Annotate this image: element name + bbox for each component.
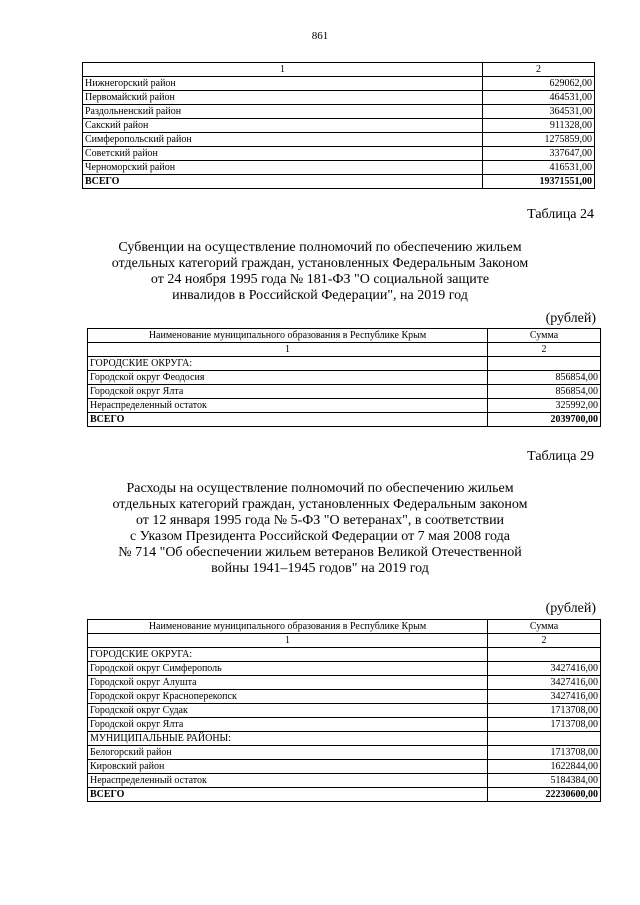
table-row	[88, 774, 601, 788]
total-amount: 22230600,00	[488, 788, 601, 802]
table-row	[83, 133, 595, 147]
row-name: Нижнегорский район	[83, 77, 483, 91]
caption-line: № 714 "Об обеспечении жильем ветеранов Великой Отечественной	[118, 545, 522, 560]
total-amount: 19371551,00	[483, 175, 595, 189]
caption-line: с Указом Президента Российской Федерации от 7 мая 2008 года	[130, 529, 510, 544]
column-header-name: Наименование муниципального образования в Республике Крым	[88, 329, 488, 343]
row-name: Белогорский район	[88, 746, 488, 760]
section-label: ГОРОДСКИЕ ОКРУГА:	[88, 357, 488, 371]
table-24-unit: (рублей)	[545, 311, 596, 326]
table-header-row	[88, 620, 601, 634]
table-24	[87, 328, 601, 427]
empty-cell	[488, 732, 601, 746]
table-header-row	[88, 329, 601, 343]
table-row	[83, 105, 595, 119]
table-row	[88, 676, 601, 690]
row-amount: 856854,00	[488, 371, 601, 385]
row-name: Кировский район	[88, 760, 488, 774]
row-amount: 1713708,00	[488, 718, 601, 732]
row-amount: 911328,00	[483, 119, 595, 133]
row-amount: 416531,00	[483, 161, 595, 175]
empty-cell	[488, 648, 601, 662]
row-name: Нераспределенный остаток	[88, 399, 488, 413]
row-amount: 325992,00	[488, 399, 601, 413]
column-number-1: 1	[83, 63, 483, 77]
column-number-2: 2	[488, 343, 601, 357]
table-row	[83, 77, 595, 91]
section-label: ГОРОДСКИЕ ОКРУГА:	[88, 648, 488, 662]
row-name: Городской округ Ялта	[88, 385, 488, 399]
row-amount: 3427416,00	[488, 662, 601, 676]
row-name: Городской округ Феодосия	[88, 371, 488, 385]
table-number-row	[88, 343, 601, 357]
column-header-name: Наименование муниципального образования в Республике Крым	[88, 620, 488, 634]
table-row	[88, 385, 601, 399]
caption-line: войны 1941–1945 годов" на 2019 год	[211, 561, 429, 576]
column-number-2: 2	[488, 634, 601, 648]
row-amount: 364531,00	[483, 105, 595, 119]
column-number-1: 1	[88, 343, 488, 357]
table-29-label: Таблица 29	[527, 449, 594, 464]
table-row	[88, 718, 601, 732]
table-header-row	[83, 63, 595, 77]
row-name: Сакский район	[83, 119, 483, 133]
page-number: 861	[311, 30, 329, 42]
caption-line: инвалидов в Российской Федерации", на 2019 год	[172, 288, 468, 303]
section-label: МУНИЦИПАЛЬНЫЕ РАЙОНЫ:	[88, 732, 488, 746]
total-row	[83, 175, 595, 189]
row-amount: 1713708,00	[488, 704, 601, 718]
row-amount: 1713708,00	[488, 746, 601, 760]
row-amount: 1622844,00	[488, 760, 601, 774]
table-24-caption	[60, 240, 580, 304]
column-header-amount: Сумма	[488, 329, 601, 343]
table-row	[83, 119, 595, 133]
table-row	[88, 662, 601, 676]
row-name: Советский район	[83, 147, 483, 161]
row-name: Городской округ Алушта	[88, 676, 488, 690]
row-amount: 3427416,00	[488, 676, 601, 690]
caption-line: от 24 ноября 1995 года № 181-ФЗ "О социальной защите	[150, 272, 490, 287]
row-name: Городской округ Красноперекопск	[88, 690, 488, 704]
table-row	[88, 704, 601, 718]
table-row	[83, 161, 595, 175]
total-label: ВСЕГО	[88, 413, 488, 427]
row-amount: 5184384,00	[488, 774, 601, 788]
caption-line: Субвенции на осуществление полномочий по обеспечению жильем	[118, 240, 522, 255]
table-number-row	[88, 634, 601, 648]
total-amount: 2039700,00	[488, 413, 601, 427]
section-row	[88, 732, 601, 746]
row-name: Городской округ Симферополь	[88, 662, 488, 676]
row-amount: 629062,00	[483, 77, 595, 91]
table-29-caption	[60, 481, 580, 577]
caption-line: Расходы на осуществление полномочий по обеспечению жильем	[126, 481, 514, 496]
table-row	[88, 399, 601, 413]
column-number-1: 1	[88, 634, 488, 648]
row-amount: 856854,00	[488, 385, 601, 399]
row-name: Симферопольский район	[83, 133, 483, 147]
table-24-label: Таблица 24	[527, 207, 594, 222]
caption-line: отдельных категорий граждан, установленных Федеральным Законом	[111, 256, 529, 271]
row-name: Городской округ Ялта	[88, 718, 488, 732]
row-amount: 464531,00	[483, 91, 595, 105]
row-amount: 1275859,00	[483, 133, 595, 147]
total-row	[88, 788, 601, 802]
row-name: Нераспределенный остаток	[88, 774, 488, 788]
table-row	[88, 690, 601, 704]
row-name: Раздольненский район	[83, 105, 483, 119]
caption-line: отдельных категорий граждан, установленных Федеральным законом	[112, 497, 528, 512]
table-29-unit: (рублей)	[545, 601, 596, 616]
table-row	[83, 147, 595, 161]
row-name: Черноморский район	[83, 161, 483, 175]
section-row	[88, 648, 601, 662]
total-row	[88, 413, 601, 427]
column-number-2: 2	[483, 63, 595, 77]
total-label: ВСЕГО	[88, 788, 488, 802]
total-label: ВСЕГО	[83, 175, 483, 189]
table-row	[88, 746, 601, 760]
table-row	[88, 371, 601, 385]
caption-line: от 12 января 1995 года № 5-ФЗ "О ветеранах", в соответствии	[135, 513, 505, 528]
row-name: Городской округ Судак	[88, 704, 488, 718]
table-continuation	[82, 62, 595, 189]
table-29	[87, 619, 601, 802]
table-row	[88, 760, 601, 774]
empty-cell	[488, 357, 601, 371]
section-row	[88, 357, 601, 371]
row-amount: 337647,00	[483, 147, 595, 161]
row-name: Первомайский район	[83, 91, 483, 105]
column-header-amount: Сумма	[488, 620, 601, 634]
table-row	[83, 91, 595, 105]
row-amount: 3427416,00	[488, 690, 601, 704]
